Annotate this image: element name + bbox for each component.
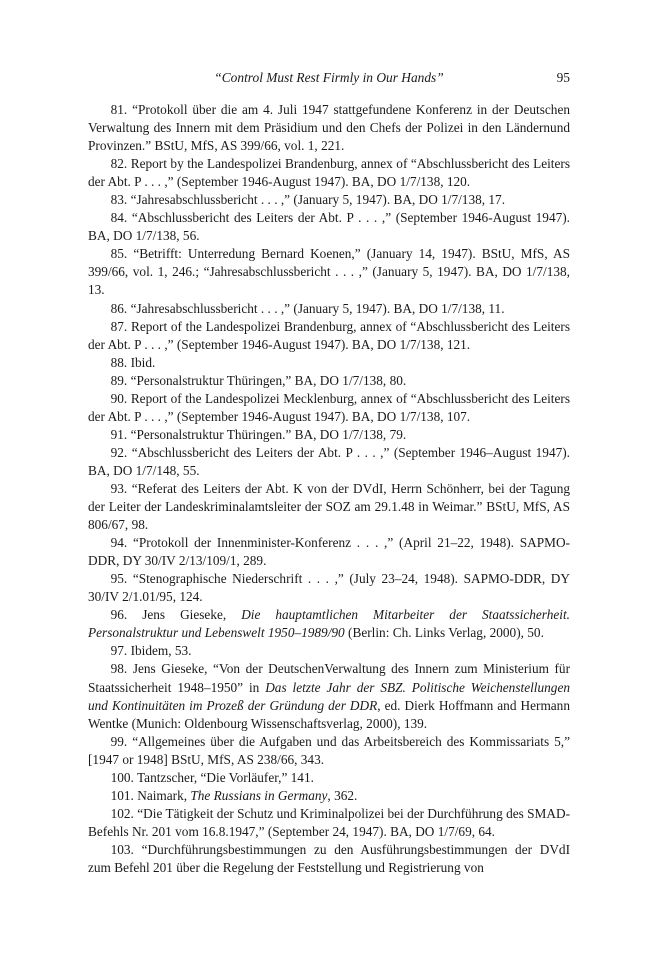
endnote-text-segment: Report of the Landespolizei Brandenburg, annex of “Abschlussbericht des Leiters der Abt. P . . . ,” (September 1946-August 1947). BA, DO 1/7/138, 121. — [88, 318, 571, 352]
endnote — [88, 642, 570, 660]
endnote-text — [88, 607, 570, 640]
endnote-text-segment: “Durchführungsbestimmungen zu den Ausführungsbestimmungen der DVdI zum Befehl 201 über die Regelung der Feststellung und Registrierung von — [88, 841, 571, 875]
endnote — [88, 841, 570, 877]
endnote — [88, 354, 570, 372]
endnote-text — [88, 210, 570, 243]
endnote-text — [88, 571, 570, 604]
endnote — [88, 390, 570, 426]
endnote-text — [131, 427, 407, 442]
endnote-title-italic: The Russians in Germany — [190, 787, 328, 803]
endnote-text-segment: “Die Tätigkeit der Schutz und Kriminalpolizei bei der Durchführung des SMAD-Befehls Nr. 201 vom 16.8.1947,” (September 24, 1947). BA, DO 1/7/69, 64. — [88, 805, 570, 839]
endnote — [88, 426, 570, 444]
endnote-number: 95. — [110, 571, 128, 587]
endnote-text — [88, 319, 570, 352]
endnote-number: 86. — [110, 300, 128, 316]
endnote — [88, 480, 570, 534]
endnote — [88, 191, 570, 209]
endnote-text — [131, 643, 192, 658]
endnote — [88, 155, 570, 191]
endnote-text — [137, 788, 357, 803]
endnote-text-segment: Ibidem, 53. — [130, 643, 192, 659]
endnote-text-segment: “Betrifft: Unterredung Bernard Koenen,” (January 14, 1947). BStU, MfS, AS 399/66, vol. 1, 246.; “Jahresabschlussbericht . . . ,” (January 5, 1947). BA, DO 1/7/138, 13. — [88, 246, 570, 298]
endnote-number: 92. — [110, 444, 128, 460]
endnote-number: 101. — [110, 787, 134, 803]
endnote-text — [131, 301, 505, 316]
endnote-number: 82. — [110, 156, 128, 172]
endnote-text — [137, 770, 314, 785]
endnote-text — [88, 156, 570, 189]
endnote-text — [88, 734, 570, 767]
endnote-number: 98. — [110, 661, 128, 677]
endnote-number: 83. — [110, 192, 128, 208]
endnote-text-segment: Jens Gieseke, — [142, 607, 242, 623]
endnote-text — [88, 481, 570, 532]
endnote-text — [131, 192, 505, 207]
endnote-text — [131, 373, 407, 388]
endnote-text — [88, 842, 570, 875]
endnote — [88, 372, 570, 390]
endnote-text — [88, 246, 570, 297]
endnote — [88, 534, 570, 570]
running-head — [88, 68, 570, 88]
endnote — [88, 318, 570, 354]
endnote — [88, 733, 570, 769]
endnote — [88, 769, 570, 787]
running-title: “Control Must Rest Firmly in Our Hands” — [214, 70, 444, 85]
endnote-text-segment: Report by the Landespolizei Brandenburg, annex of “Abschlussbericht des Leiters der Abt. P . . . ,” (September 1946-August 1947). BA, DO 1/7/138, 120. — [88, 156, 570, 190]
endnote-text-segment: “Jahresabschlussbericht . . . ,” (January 5, 1947). BA, DO 1/7/138, 17. — [130, 192, 506, 208]
page-number: 95 — [556, 70, 570, 85]
endnote-number: 81. — [110, 102, 128, 117]
endnote-text — [131, 355, 156, 370]
endnote-title-italic: Die hauptamtlichen Mitarbeiter der Staatssicherheit. Personalstruktur und Lebenswelt 1950–1989/90 — [88, 607, 571, 641]
endnote — [88, 805, 570, 841]
endnotes-list — [88, 101, 570, 877]
endnote-number: 100. — [110, 769, 134, 785]
endnote-text — [88, 445, 570, 478]
endnote-text-segment: “Abschlussbericht des Leiters der Abt. P . . . ,” (September 1946–August 1947). BA, DO 1/7/148, 55. — [88, 444, 571, 478]
endnote-text-segment: “Personalstruktur Thüringen.” BA, DO 1/7/138, 79. — [130, 426, 407, 442]
endnote-text — [88, 806, 570, 839]
endnote-text-segment: “Protokoll über die am 4. Juli 1947 stattgefundene Konferenz in der Deutschen Verwaltung des Innern mit dem Präsidium und den Chefs der Polizei in den Ländernund Provinzen.” BStU, MfS, AS 399/66, vol. 1, 221. — [88, 102, 571, 154]
endnote-text-segment: , ed. Dierk Hoffmann and Hermann Wentke (Munich: Oldenbourg Wissenschaftsverlag, 2000), 139. — [88, 697, 570, 731]
endnote — [88, 787, 570, 805]
endnote-text-segment: “Referat des Leiters der Abt. K von der DVdI, Herrn Schönherr, bei der Tagung der Leiter der Landeskriminalamtsleiter der SOZ am 29.1.48 in Weimar.” BStU, MfS, AS 806/67, 98. — [88, 480, 570, 533]
endnote — [88, 245, 570, 299]
endnote-text-segment: Tantzscher, “Die Vorläufer,” 141. — [136, 769, 314, 785]
endnote-text-segment: “Allgemeines über die Aufgaben und das Arbeitsbereich des Kommissariats 5,” [1947 or 1948] BStU, MfS, AS 238/66, 343. — [88, 733, 570, 767]
endnote-text-segment: “Abschlussbericht des Leiters der Abt. P . . . ,” (September 1946-August 1947). BA, DO 1/7/138, 56. — [88, 210, 571, 244]
endnote-number: 103. — [110, 841, 134, 857]
endnote-number: 93. — [110, 480, 128, 496]
endnote-text — [88, 661, 570, 730]
endnote-text-segment: “Protokoll der Innenminister-Konferenz . . . ,” (April 21–22, 1948). SAPMO-DDR, DY 30/IV 2/13/109/1, 289. — [88, 535, 570, 569]
endnote-number: 90. — [110, 390, 128, 406]
endnote — [88, 660, 570, 732]
endnote — [88, 570, 570, 606]
endnote-number: 97. — [110, 643, 128, 659]
endnote — [88, 209, 570, 245]
endnote — [88, 606, 570, 642]
endnote-number: 84. — [110, 210, 128, 226]
endnote-text — [88, 391, 570, 424]
endnote-title-italic: Das letzte Jahr der SBZ. Politische Weichenstellungen und Kontinuitäten im Prozeß der Gründung der DDR — [88, 679, 570, 713]
endnote-number: 91. — [110, 426, 128, 442]
endnote-number: 99. — [110, 733, 128, 749]
endnote-number: 102. — [110, 805, 134, 821]
endnote-text-segment: “Personalstruktur Thüringen,” BA, DO 1/7/138, 80. — [130, 372, 407, 388]
endnote-number: 85. — [110, 246, 128, 262]
endnote-number: 87. — [110, 318, 128, 334]
endnote-number: 96. — [110, 607, 128, 623]
endnote-text-segment: Jens Gieseke, “Von der DeutschenVerwaltung des Innern zum Ministerium für Staatssicherheit 1948–1950” in — [88, 661, 570, 695]
endnote — [88, 444, 570, 480]
endnote-number: 89. — [110, 372, 128, 388]
endnote-text-segment: (Berlin: Ch. Links Verlag, 2000), 50. — [344, 625, 544, 641]
endnote-number: 94. — [110, 535, 128, 551]
endnote-text — [88, 535, 570, 568]
endnote-text — [88, 102, 570, 153]
endnote — [88, 300, 570, 318]
endnote-text-segment: Naimark, — [137, 787, 191, 803]
endnote-text-segment: Report of the Landespolizei Mecklenburg, annex of “Abschlussbericht des Leiters der Abt. P . . . ,” (September 1946-August 1947). BA, DO 1/7/138, 107. — [88, 390, 570, 424]
endnote-text-segment: “Jahresabschlussbericht . . . ,” (January 5, 1947). BA, DO 1/7/138, 11. — [130, 300, 505, 316]
endnote-text-segment: Ibid. — [130, 354, 156, 370]
endnote — [88, 101, 570, 155]
endnote-text-segment: “Stenographische Niederschrift . . . ,” (July 23–24, 1948). SAPMO-DDR, DY 30/IV 2/1.01/95, 124. — [88, 571, 570, 605]
endnote-text-segment: , 362. — [327, 787, 358, 803]
endnote-number: 88. — [110, 354, 128, 370]
